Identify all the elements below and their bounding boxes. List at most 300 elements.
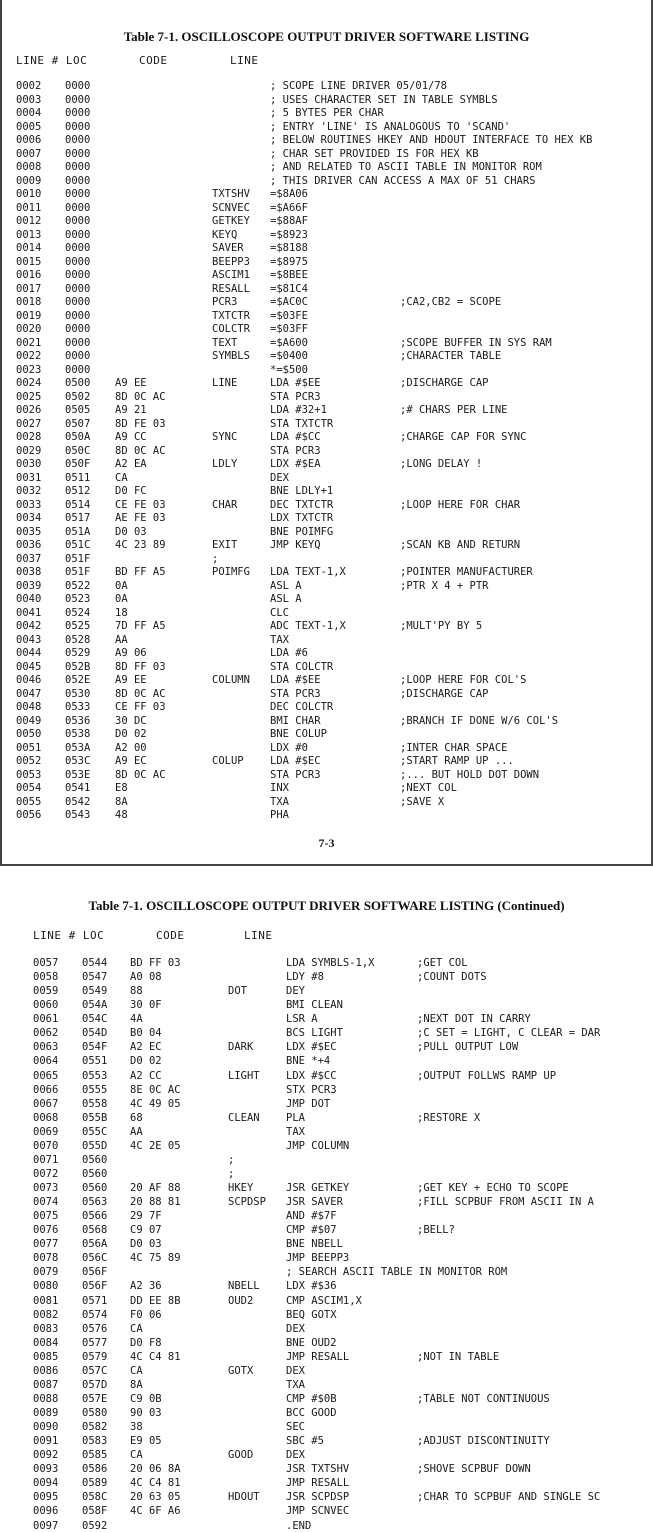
row-line: 0066 xyxy=(33,1083,59,1096)
row-code: 20 AF 88 xyxy=(130,1182,181,1194)
row-code: CA xyxy=(130,1322,143,1335)
row-loc: 0553 xyxy=(82,1069,108,1082)
row-loc: 0566 xyxy=(82,1210,108,1223)
row-code: 4C 75 89 xyxy=(130,1252,181,1265)
row-line: 0075 xyxy=(33,1210,59,1223)
row-instr: STA PCR3 xyxy=(270,444,321,457)
row-instr: =$88AF xyxy=(270,215,308,227)
row-code: A9 EE xyxy=(115,674,147,686)
row-instr: PLA xyxy=(286,1111,305,1124)
row-line: 0093 xyxy=(33,1463,59,1476)
row-instr: JSR SAVER xyxy=(286,1196,343,1209)
row-loc: 054C xyxy=(82,1013,108,1026)
row-loc: 0525 xyxy=(65,620,91,632)
row-instr: =$0400 xyxy=(270,350,308,362)
row-label: COLCTR xyxy=(212,323,250,335)
row-code: 8A xyxy=(115,795,128,808)
row-instr: ; 5 BYTES PER CHAR xyxy=(270,107,384,119)
row-line: 0043 xyxy=(16,633,42,646)
row-comment: ;PTR X 4 + PTR xyxy=(400,579,489,592)
row-line: 0086 xyxy=(33,1364,59,1377)
row-instr: =$AC0C xyxy=(270,296,308,308)
row-line: 0008 xyxy=(16,161,42,173)
row-comment: ;RESTORE X xyxy=(417,1111,481,1124)
row-loc: 0000 xyxy=(65,350,91,362)
row-instr: JSR TXTSHV xyxy=(286,1463,350,1476)
row-code: CA xyxy=(130,1364,143,1377)
row-loc: 0558 xyxy=(82,1097,108,1110)
row-loc: 0000 xyxy=(65,255,91,268)
row-line: 0018 xyxy=(16,296,42,308)
row-line: 0051 xyxy=(16,741,42,754)
row-instr: JSR GETKEY xyxy=(286,1182,350,1194)
row-loc: 0522 xyxy=(65,579,91,592)
row-label: POIMFG xyxy=(212,566,250,578)
row-comment: ;C SET = LIGHT, C CLEAR = DAR xyxy=(417,1027,601,1040)
row-code: A9 CC xyxy=(115,431,147,443)
row-loc: 0514 xyxy=(65,498,91,511)
row-line: 0072 xyxy=(33,1167,59,1180)
row-line: 0070 xyxy=(33,1139,59,1152)
row-comment: ;# CHARS PER LINE xyxy=(400,404,508,416)
row-instr: PHA xyxy=(270,809,289,821)
row-instr: .END xyxy=(286,1519,312,1532)
row-line: 0091 xyxy=(33,1435,59,1448)
row-instr: JMP DOT xyxy=(286,1097,331,1110)
row-loc: 0542 xyxy=(65,795,91,808)
row-line: 0097 xyxy=(33,1519,59,1532)
row-code: AA xyxy=(115,633,128,646)
row-code: 8D 0C AC xyxy=(115,444,166,457)
row-instr: STX PCR3 xyxy=(286,1083,337,1096)
row-loc: 0528 xyxy=(65,633,91,646)
row-instr: =$81C4 xyxy=(270,282,308,295)
row-code: 29 7F xyxy=(130,1210,162,1223)
row-comment: ;ADJUST DISCONTINUITY xyxy=(417,1435,550,1448)
row-instr: =$8A06 xyxy=(270,188,308,200)
row-label: BEEPP3 xyxy=(212,255,250,268)
row-line: 0004 xyxy=(16,107,42,119)
row-label: DOT xyxy=(228,985,247,998)
row-loc: 056F xyxy=(82,1266,108,1279)
row-instr: AND #$7F xyxy=(286,1210,337,1223)
row-comment: ;SCAN KB AND RETURN xyxy=(400,539,521,551)
row-loc: 058F xyxy=(82,1505,108,1518)
row-comment: ;SHOVE SCPBUF DOWN xyxy=(417,1463,531,1476)
row-line: 0082 xyxy=(33,1308,59,1321)
row-code: 0A xyxy=(115,579,128,592)
row-instr: BCC GOOD xyxy=(286,1407,337,1419)
row-instr: DEC COLCTR xyxy=(270,701,334,713)
row-instr: CMP #$0B xyxy=(286,1392,337,1405)
row-code: A9 EE xyxy=(115,377,147,389)
row-line: 0052 xyxy=(16,755,42,767)
row-label: LINE xyxy=(212,377,238,389)
row-comment: ;MULT'PY BY 5 xyxy=(400,620,483,632)
row-label: ; xyxy=(212,552,219,565)
row-comment: ;SAVE X xyxy=(400,795,445,808)
row-instr: BNE POIMFG xyxy=(270,525,334,538)
row-loc: 051C xyxy=(65,539,91,551)
row-code: A9 EC xyxy=(115,755,147,767)
row-loc: 0589 xyxy=(82,1477,108,1490)
row-loc: 0000 xyxy=(65,215,91,227)
row-code: 68 xyxy=(130,1111,143,1124)
row-comment: ;NEXT DOT IN CARRY xyxy=(417,1013,531,1026)
row-loc: 0000 xyxy=(65,323,91,335)
row-comment: ;CA2,CB2 = SCOPE xyxy=(400,296,502,308)
row-label: EXIT xyxy=(212,539,238,551)
row-instr: DEX xyxy=(270,471,289,484)
row-loc: 0551 xyxy=(82,1055,108,1068)
row-line: 0040 xyxy=(16,593,42,605)
row-instr: DEX xyxy=(286,1449,305,1462)
row-label: SYNC xyxy=(212,431,238,443)
row-instr: =$03FF xyxy=(270,323,308,335)
row-loc: 056F xyxy=(82,1280,108,1293)
row-comment: ;LONG DELAY ! xyxy=(400,458,483,470)
row-line: 0042 xyxy=(16,620,42,632)
row-line: 0084 xyxy=(33,1336,59,1349)
row-line: 0080 xyxy=(33,1280,59,1293)
row-line: 0064 xyxy=(33,1055,59,1068)
row-loc: 051F xyxy=(65,566,91,578)
row-instr: BNE *+4 xyxy=(286,1055,331,1068)
row-line: 0037 xyxy=(16,552,42,565)
row-code: D0 03 xyxy=(130,1238,162,1251)
row-code: D0 02 xyxy=(130,1055,162,1068)
row-code: 8D 0C AC xyxy=(115,687,166,700)
row-line: 0063 xyxy=(33,1041,59,1054)
row-loc: 053E xyxy=(65,768,91,781)
row-loc: 0000 xyxy=(65,147,91,160)
row-instr: LDX #$EA xyxy=(270,458,321,470)
row-loc: 0544 xyxy=(82,957,108,969)
row-line: 0094 xyxy=(33,1477,59,1490)
row-instr: STA TXTCTR xyxy=(270,417,334,430)
row-code: A2 CC xyxy=(130,1069,162,1082)
header-line: LINE xyxy=(230,54,259,67)
row-instr: =$8975 xyxy=(270,255,308,268)
row-line: 0024 xyxy=(16,377,42,389)
row-comment: ;BRANCH IF DONE W/6 COL'S xyxy=(400,714,559,727)
header-line-loc: LINE # LOC xyxy=(33,929,105,942)
row-instr: DEX xyxy=(286,1322,305,1335)
row-line: 0011 xyxy=(16,201,42,214)
row-label: LDLY xyxy=(212,458,238,470)
row-line: 0045 xyxy=(16,660,42,673)
row-loc: 0547 xyxy=(82,971,108,984)
row-line: 0058 xyxy=(33,971,59,984)
row-loc: 0580 xyxy=(82,1407,108,1419)
row-line: 0061 xyxy=(33,1013,59,1026)
row-label: SCNVEC xyxy=(212,201,250,214)
row-line: 0010 xyxy=(16,188,42,200)
row-loc: 0536 xyxy=(65,714,91,727)
row-label: CLEAN xyxy=(228,1111,260,1124)
row-loc: 057E xyxy=(82,1392,108,1405)
header-line: LINE xyxy=(244,929,273,942)
row-instr: LSR A xyxy=(286,1013,318,1026)
row-label: HDOUT xyxy=(228,1491,260,1504)
row-line: 0059 xyxy=(33,985,59,998)
row-code: 8D FE 03 xyxy=(115,417,166,430)
row-instr: JMP KEYQ xyxy=(270,539,321,551)
row-instr: =$8188 xyxy=(270,242,308,254)
row-code: DD EE 8B xyxy=(130,1294,181,1307)
row-line: 0021 xyxy=(16,336,42,349)
row-loc: 057D xyxy=(82,1378,108,1391)
row-instr: SBC #5 xyxy=(286,1435,324,1448)
row-line: 0054 xyxy=(16,782,42,794)
row-line: 0096 xyxy=(33,1505,59,1518)
row-comment: ;START RAMP UP ... xyxy=(400,755,514,767)
row-line: 0007 xyxy=(16,147,42,160)
row-code: 90 03 xyxy=(130,1407,162,1419)
row-loc: 0517 xyxy=(65,512,91,524)
row-instr: TAX xyxy=(270,633,289,646)
row-loc: 0000 xyxy=(65,120,91,133)
row-code: 8E 0C AC xyxy=(130,1083,181,1096)
row-instr: *=$500 xyxy=(270,363,308,376)
row-loc: 056A xyxy=(82,1238,108,1251)
row-loc: 0000 xyxy=(65,296,91,308)
row-instr: LDY #8 xyxy=(286,971,324,984)
row-line: 0039 xyxy=(16,579,42,592)
row-code: 4C 2E 05 xyxy=(130,1139,181,1152)
row-instr: BEQ GOTX xyxy=(286,1308,337,1321)
row-instr: TXA xyxy=(286,1378,305,1391)
row-instr: STA PCR3 xyxy=(270,390,321,403)
row-instr: LDX #$36 xyxy=(286,1280,337,1293)
row-line: 0078 xyxy=(33,1252,59,1265)
row-instr: =$8923 xyxy=(270,228,308,241)
row-line: 0083 xyxy=(33,1322,59,1335)
row-label: HKEY xyxy=(228,1182,254,1194)
row-line: 0034 xyxy=(16,512,42,524)
row-code: 4C 6F A6 xyxy=(130,1505,181,1518)
row-instr: LDX TXTCTR xyxy=(270,512,334,524)
row-instr: BNE COLUP xyxy=(270,728,327,740)
row-instr: LDX #$EC xyxy=(286,1041,337,1054)
row-label: COLUMN xyxy=(212,674,250,686)
row-line: 0055 xyxy=(16,795,42,808)
row-loc: 0543 xyxy=(65,809,91,821)
row-code: CE FF 03 xyxy=(115,701,166,713)
row-instr: LDX #$CC xyxy=(286,1069,337,1082)
row-line: 0076 xyxy=(33,1224,59,1237)
row-code: 8A xyxy=(130,1378,143,1391)
row-code: E9 05 xyxy=(130,1435,162,1448)
row-loc: 0549 xyxy=(82,985,108,998)
row-instr: =$A66F xyxy=(270,201,308,214)
row-loc: 0000 xyxy=(65,161,91,173)
row-comment: ;NEXT COL xyxy=(400,782,457,794)
row-line: 0065 xyxy=(33,1069,59,1082)
row-label: GOTX xyxy=(228,1364,254,1377)
row-code: 48 xyxy=(115,809,128,821)
row-loc: 052B xyxy=(65,660,91,673)
row-loc: 052E xyxy=(65,674,91,686)
row-label: CHAR xyxy=(212,498,238,511)
row-instr: JMP SCNVEC xyxy=(286,1505,350,1518)
row-instr: ; SEARCH ASCII TABLE IN MONITOR ROM xyxy=(286,1266,508,1279)
row-instr: JSR SCPDSP xyxy=(286,1491,350,1504)
row-loc: 0000 xyxy=(65,309,91,322)
row-code: CA xyxy=(130,1449,143,1462)
row-comment: ;NOT IN TABLE xyxy=(417,1350,500,1363)
row-line: 0006 xyxy=(16,134,42,146)
row-line: 0033 xyxy=(16,498,42,511)
row-code: A2 EC xyxy=(130,1041,162,1054)
row-loc: 0571 xyxy=(82,1294,108,1307)
row-comment: ;COUNT DOTS xyxy=(417,971,487,984)
row-loc: 0560 xyxy=(82,1182,108,1194)
row-loc: 0541 xyxy=(65,782,91,794)
row-code: E8 xyxy=(115,782,128,794)
row-label: TXTSHV xyxy=(212,188,250,200)
row-loc: 0579 xyxy=(82,1350,108,1363)
row-line: 0027 xyxy=(16,417,42,430)
row-loc: 0505 xyxy=(65,404,91,416)
row-loc: 057C xyxy=(82,1364,108,1377)
row-line: 0041 xyxy=(16,606,42,619)
row-comment: ;... BUT HOLD DOT DOWN xyxy=(400,768,540,781)
row-code: 4C 49 05 xyxy=(130,1097,181,1110)
row-line: 0005 xyxy=(16,120,42,133)
row-line: 0092 xyxy=(33,1449,59,1462)
row-code: 4C C4 81 xyxy=(130,1477,181,1490)
row-instr: ; CHAR SET PROVIDED IS FOR HEX KB xyxy=(270,147,479,160)
row-comment: ;SCOPE BUFFER IN SYS RAM xyxy=(400,336,552,349)
row-loc: 0524 xyxy=(65,606,91,619)
row-loc: 0582 xyxy=(82,1421,108,1434)
row-comment: ;LOOP HERE FOR CHAR xyxy=(400,498,521,511)
page-title: Table 7-1. OSCILLOSCOPE OUTPUT DRIVER SOFTWARE LISTING xyxy=(123,29,530,44)
row-instr: TAX xyxy=(286,1125,305,1138)
row-loc: 0000 xyxy=(65,107,91,119)
row-loc: 0000 xyxy=(65,80,91,92)
row-line: 0085 xyxy=(33,1350,59,1363)
page-number: 7-3 xyxy=(318,836,335,850)
row-code: 4C C4 81 xyxy=(130,1350,181,1363)
row-comment: ;LOOP HERE FOR COL'S xyxy=(400,674,527,686)
row-line: 0012 xyxy=(16,215,42,227)
row-line: 0032 xyxy=(16,485,42,497)
row-line: 0074 xyxy=(33,1196,59,1209)
row-line: 0089 xyxy=(33,1407,59,1419)
row-code: 38 xyxy=(130,1421,143,1434)
row-label: SAVER xyxy=(212,242,244,254)
row-line: 0071 xyxy=(33,1153,59,1166)
row-loc: 054D xyxy=(82,1027,108,1040)
page-gap xyxy=(0,866,653,880)
row-line: 0081 xyxy=(33,1294,59,1307)
row-loc: 053A xyxy=(65,741,91,754)
row-instr: JMP RESALL xyxy=(286,1477,350,1490)
row-line: 0050 xyxy=(16,728,42,740)
row-instr: DEC TXTCTR xyxy=(270,498,334,511)
row-line: 0020 xyxy=(16,323,42,335)
row-line: 0014 xyxy=(16,242,42,254)
row-code: CE FE 03 xyxy=(115,498,166,511)
row-instr: STA PCR3 xyxy=(270,768,321,781)
row-code: 4C 23 89 xyxy=(115,539,166,551)
row-line: 0087 xyxy=(33,1378,59,1391)
row-line: 0028 xyxy=(16,431,42,443)
row-instr: BMI CHAR xyxy=(270,714,321,727)
row-loc: 050C xyxy=(65,444,91,457)
row-instr: =$03FE xyxy=(270,309,308,322)
row-line: 0017 xyxy=(16,282,42,295)
row-line: 0095 xyxy=(33,1491,59,1504)
row-loc: 0530 xyxy=(65,687,91,700)
row-label: SCPDSP xyxy=(228,1196,266,1209)
row-instr: LDA #6 xyxy=(270,647,308,659)
row-code: A2 36 xyxy=(130,1280,162,1293)
row-code: 7D FF A5 xyxy=(115,620,166,632)
row-loc: 055C xyxy=(82,1125,108,1138)
row-line: 0077 xyxy=(33,1238,59,1251)
row-instr: INX xyxy=(270,782,289,794)
row-loc: 0538 xyxy=(65,728,91,740)
row-line: 0038 xyxy=(16,566,42,578)
row-loc: 0577 xyxy=(82,1336,108,1349)
row-comment: ;CHARGE CAP FOR SYNC xyxy=(400,431,527,443)
row-code: A9 21 xyxy=(115,404,147,416)
row-code: D0 F8 xyxy=(130,1336,162,1349)
row-label: PCR3 xyxy=(212,296,238,308)
row-line: 0069 xyxy=(33,1125,59,1138)
row-instr: =$A600 xyxy=(270,336,308,349)
row-label: NBELL xyxy=(228,1280,260,1293)
row-instr: LDA #$EE xyxy=(270,674,321,686)
row-loc: 0560 xyxy=(82,1153,108,1166)
row-loc: 0000 xyxy=(65,363,91,376)
row-comment: ;FILL SCPBUF FROM ASCII IN A xyxy=(417,1196,595,1209)
row-label: ASCIM1 xyxy=(212,269,250,281)
row-code: C9 0B xyxy=(130,1392,162,1405)
row-loc: 0555 xyxy=(82,1083,108,1096)
row-loc: 053C xyxy=(65,755,91,767)
row-line: 0068 xyxy=(33,1111,59,1124)
row-label: LIGHT xyxy=(228,1069,260,1082)
row-label: GETKEY xyxy=(212,215,250,227)
row-line: 0079 xyxy=(33,1266,59,1279)
row-loc: 0533 xyxy=(65,701,91,713)
row-line: 0053 xyxy=(16,768,42,781)
row-instr: ; SCOPE LINE DRIVER 05/01/78 xyxy=(270,80,448,92)
row-instr: ; USES CHARACTER SET IN TABLE SYMBLS xyxy=(270,93,498,106)
row-code: 8D 0C AC xyxy=(115,390,166,403)
row-code: 88 xyxy=(130,985,143,998)
row-instr: BNE NBELL xyxy=(286,1238,343,1251)
row-code: A2 EA xyxy=(115,458,147,470)
row-comment: ;POINTER MANUFACTURER xyxy=(400,566,533,578)
row-code: 0A xyxy=(115,593,128,605)
row-line: 0003 xyxy=(16,93,42,106)
row-instr: TXA xyxy=(270,795,289,808)
row-line: 0073 xyxy=(33,1182,59,1194)
row-instr: STA COLCTR xyxy=(270,660,334,673)
row-loc: 0507 xyxy=(65,417,91,430)
row-loc: 0583 xyxy=(82,1435,108,1448)
row-label: KEYQ xyxy=(212,228,238,241)
row-code: D0 03 xyxy=(115,525,147,538)
row-loc: 0000 xyxy=(65,269,91,281)
row-loc: 0585 xyxy=(82,1449,108,1462)
row-instr: BNE LDLY+1 xyxy=(270,485,334,497)
